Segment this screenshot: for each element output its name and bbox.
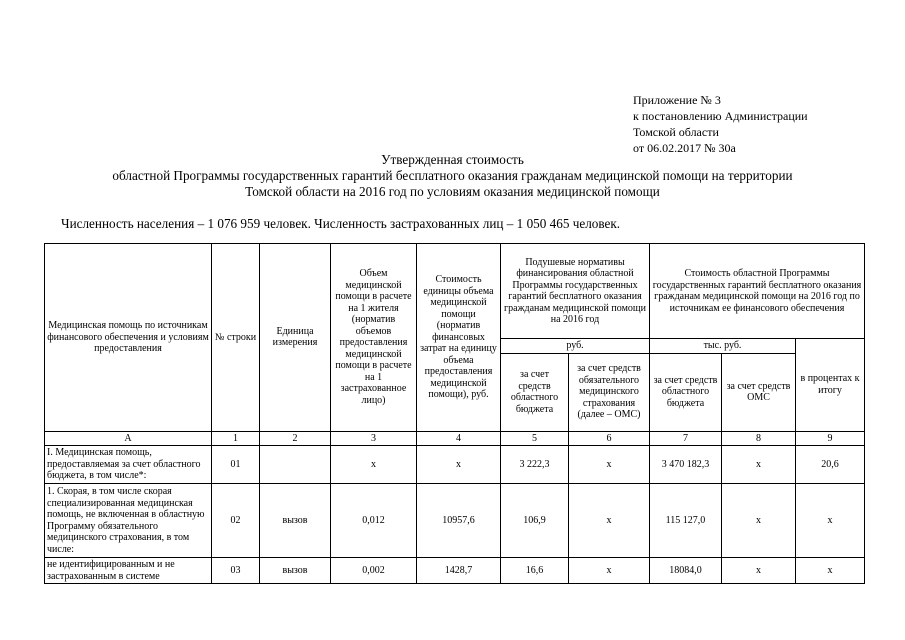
row-volume: 0,002 [331,558,417,584]
annex-decree: к постановлению Администрации [633,109,808,123]
column-number: 4 [417,431,501,446]
row-cost-oms: х [722,558,796,584]
annex-date: от 06.02.2017 № 30а [633,141,736,155]
column-number: А [45,431,212,446]
annex-number: Приложение № 3 [633,93,721,107]
row-cost-oms: х [722,446,796,484]
row-cost-oms: х [722,484,796,558]
header-unit: Единица измерения [260,244,331,432]
column-number: 7 [650,431,722,446]
row-per-capita-budget: 3 222,3 [501,446,569,484]
row-unit: вызов [260,484,331,558]
title-line-2: областной Программы государственных гарантий бесплатного оказания гражданам медицинской помощи на территории [112,168,793,183]
header-program-cost-group: Стоимость областной Программы государственных гарантий бесплатного оказания гражданам медицинской помощи на 2016 год по источникам ее финансового обеспечения [650,244,865,339]
title-line-1: Утвержденная стоимость [381,152,524,167]
table-row [45,558,865,584]
row-per-capita-oms: х [569,446,650,484]
cost-table [44,243,865,584]
column-number: 8 [722,431,796,446]
row-unit-cost: х [417,446,501,484]
row-volume: х [331,446,417,484]
row-unit [260,446,331,484]
title-line-3: Томской области на 2016 год по условиям оказания медицинской помощи [245,184,660,199]
row-per-capita-budget: 106,9 [501,484,569,558]
row-unit: вызов [260,558,331,584]
header-unit-rub: руб. [501,339,650,354]
header-per-capita-oms: за счет средств обязательного медицинского страхования (далее – ОМС) [569,353,650,431]
header-cost-oms: за счет средств ОМС [722,353,796,431]
column-number: 6 [569,431,650,446]
annex-reference [633,92,808,156]
document-title [0,152,905,200]
row-name: I. Медицинская помощь, предоставляемая за счет областного бюджета, в том числе*: [45,446,212,484]
row-percent: х [796,558,865,584]
column-number: 9 [796,431,865,446]
header-per-capita-group: Подушевые нормативы финансирования областной Программы государственных гарантий бесплатного оказания гражданам медицинской помощи на 2016 год [501,244,650,339]
header-percent: в процентах к итогу [796,339,865,432]
row-percent: х [796,484,865,558]
row-cost-budget: 18084,0 [650,558,722,584]
column-number: 1 [212,431,260,446]
table-row [45,446,865,484]
row-cost-budget: 115 127,0 [650,484,722,558]
column-number: 2 [260,431,331,446]
row-unit-cost: 1428,7 [417,558,501,584]
header-unit-cost: Стоимость единицы объема медицинской помощи (норматив финансовых затрат на единицу объема предоставления медицинской помощи), руб. [417,244,501,432]
table-row [45,484,865,558]
row-volume: 0,012 [331,484,417,558]
column-number: 5 [501,431,569,446]
row-percent: 20,6 [796,446,865,484]
header-unit-thousand-rub: тыс. руб. [650,339,796,354]
row-per-capita-oms: х [569,484,650,558]
row-name: не идентифицированным и не застрахованным в системе [45,558,212,584]
header-medical-care: Медицинская помощь по источникам финансового обеспечения и условиям предоставления [45,244,212,432]
row-per-capita-oms: х [569,558,650,584]
population-info: Численность населения – 1 076 959 человек. Численность застрахованных лиц – 1 050 465 человек. [61,216,621,231]
row-number: 02 [212,484,260,558]
column-number: 3 [331,431,417,446]
row-name: 1. Скорая, в том числе скорая специализированная медицинская помощь, не включенная в областную Программу обязательного медицинского страхования, в том числе: [45,484,212,558]
header-volume: Объем медицинской помощи в расчете на 1 жителя (норматив объемов предоставления медицинской помощи в расчете на 1 застрахованное лицо) [331,244,417,432]
header-row-number: № строки [212,244,260,432]
row-per-capita-budget: 16,6 [501,558,569,584]
row-cost-budget: 3 470 182,3 [650,446,722,484]
row-number: 03 [212,558,260,584]
column-number-row [45,431,865,446]
header-cost-budget: за счет средств областного бюджета [650,353,722,431]
row-unit-cost: 10957,6 [417,484,501,558]
header-per-capita-budget: за счет средств областного бюджета [501,353,569,431]
row-number: 01 [212,446,260,484]
annex-region: Томской области [633,125,719,139]
